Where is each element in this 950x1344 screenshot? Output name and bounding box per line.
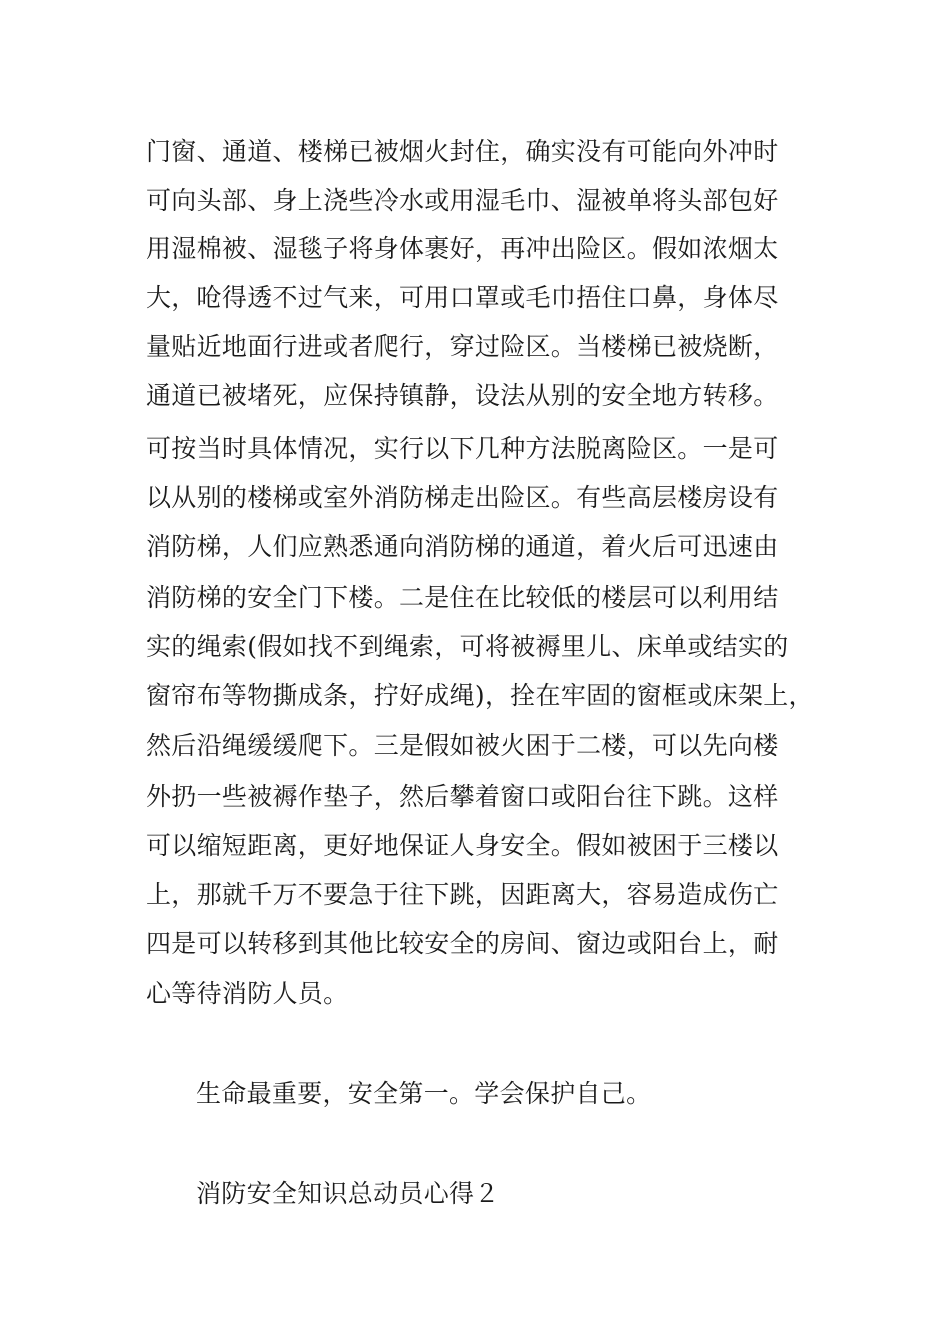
paragraph-line: 外扔一些被褥作垫子，然后攀着窗口或阳台往下跳。这样 <box>146 782 779 811</box>
paragraph-line: 可以缩短距离，更好地保证人身安全。假如被困于三楼以 <box>146 831 779 860</box>
paragraph-line: 用湿棉被、湿毯子将身体裹好，再冲出险区。假如浓烟太 <box>146 234 779 263</box>
paragraph-line: 通道已被堵死，应保持镇静，设法从别的安全地方转移。 <box>146 381 779 410</box>
paragraph-line: 心等待消防人员。 <box>146 979 349 1008</box>
paragraph-line: 量贴近地面行进或者爬行，穿过险区。当楼梯已被烧断， <box>146 332 779 361</box>
summary-text: 生命最重要，安全第一。学会保护自己。 <box>196 1079 652 1108</box>
paragraph-line: 然后沿绳缓缓爬下。三是假如被火困于二楼，可以先向楼 <box>146 731 779 760</box>
paragraph-line: 四是可以转移到其他比较安全的房间、窗边或阳台上，耐 <box>146 929 779 958</box>
paragraph-line: 消防梯的安全门下楼。二是住在比较低的楼层可以利用结 <box>146 583 779 612</box>
paragraph-line: 可向头部、身上浇些冷水或用湿毛巾、湿被单将头部包好 <box>146 186 779 215</box>
paragraph-line: 以从别的楼梯或室外消防梯走出险区。有些高层楼房设有 <box>146 483 779 512</box>
paragraph-line: 上，那就千万不要急于往下跳，因距离大，容易造成伤亡 <box>146 880 779 909</box>
paragraph-line: 门窗、通道、楼梯已被烟火封住，确实没有可能向外冲时 <box>146 137 779 166</box>
section-heading: 消防安全知识总动员心得２ <box>196 1179 500 1208</box>
paragraph-line: 可按当时具体情况，实行以下几种方法脱离险区。一是可 <box>146 434 779 463</box>
paragraph-line: 窗帘布等物撕成条，拧好成绳)，拴在牢固的窗框或床架上， <box>146 681 814 710</box>
paragraph-line: 大，呛得透不过气来，可用口罩或毛巾捂住口鼻，身体尽 <box>146 283 779 312</box>
paragraph-line: 消防梯，人们应熟悉通向消防梯的通道，着火后可迅速由 <box>146 532 779 561</box>
paragraph-line: 实的绳索(假如找不到绳索，可将被褥里儿、床单或结实的 <box>146 632 789 661</box>
